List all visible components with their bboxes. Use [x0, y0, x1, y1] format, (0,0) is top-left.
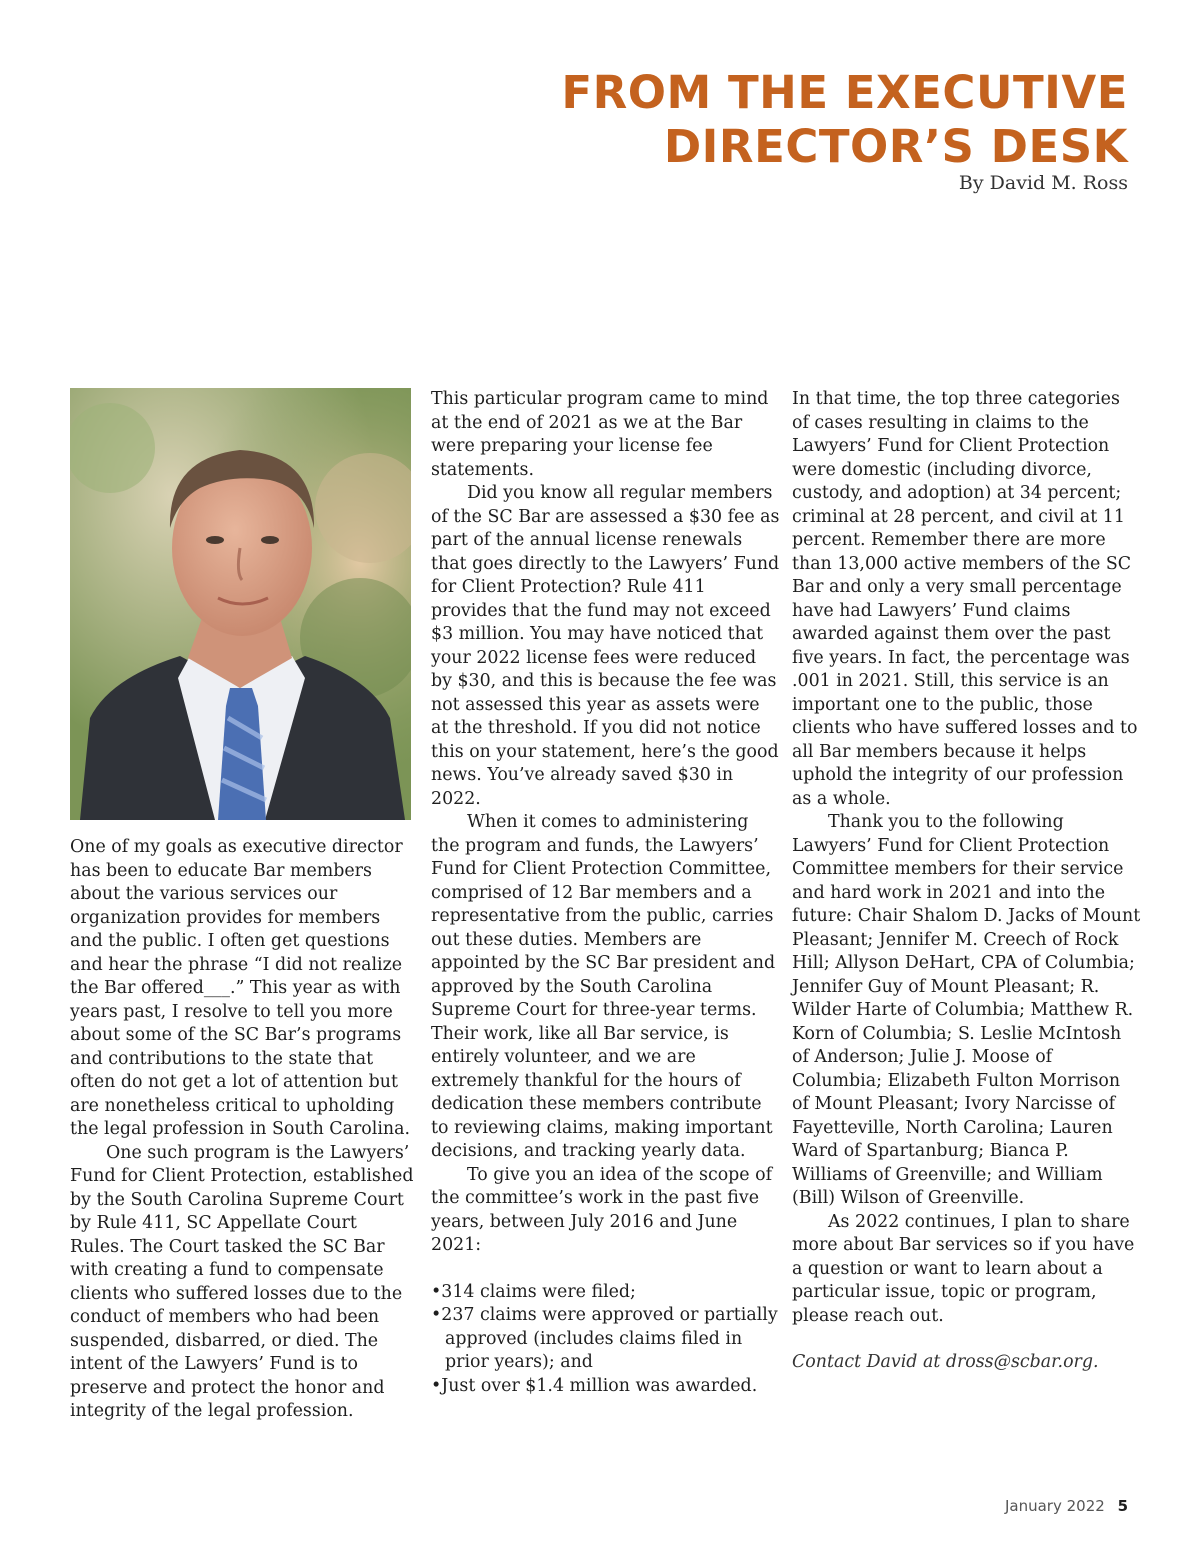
issue-date: January 2022	[1004, 1497, 1105, 1515]
paragraph: Thank you to the following Lawyers’ Fund for Client Protection Committee members for their service and hard work in 2021 and into the future: Chair Shalom D. Jacks of Mount Pleasant; Jennifer M. Creech of Rock Hill; Allyson DeHart, CPA of Columbia; Jennifer Guy of Mount Pleasant; R. Wilder Harte of Columbia; Matthew R. Korn of Columbia; S. Leslie McIntosh of Anderson; Julie J. Moose of Columbia; Elizabeth Fulton Morrison of Mount Pleasant; Ivory Narcisse of Fayetteville, North Carolina; Lauren Ward of Spartanburg; Bianca P. Williams of Greenville; and William (Bill) Wilson of Greenville.	[792, 812, 1141, 1208]
statistics-list	[431, 1281, 781, 1399]
page-footer	[1005, 1497, 1128, 1515]
list-item: • 314 claims were filed;	[431, 1281, 781, 1305]
paragraph: As 2022 continues, I plan to share more about Bar services so if you have a question or want to learn about a particular issue, topic or program, please reach out.	[792, 1211, 1135, 1326]
paragraph: When it comes to administering the program and funds, the Lawyers’ Fund for Client Protection Committee, comprised of 12 Bar members and a representative from the public, carries out these duties. Members are appointed by the SC Bar president and approved by the South Carolina Supreme Court for three-year terms. Their work, like all Bar service, is entirely volunteer, and we are extremely thankful for the hours of dedication these members contribute to reviewing claims, making important decisions, and tracking yearly data.	[431, 812, 776, 1161]
list-item: • 237 claims were approved or partially approved (includes claims filed in prior years); and	[431, 1304, 781, 1375]
column-1	[70, 836, 415, 1424]
page-number: 5	[1117, 1497, 1128, 1515]
paragraph: To give you an idea of the scope of the committee’s work in the past five years, between July 2016 and June 2021:	[431, 1164, 773, 1255]
column-2	[431, 388, 781, 1398]
title-line-2: DIRECTOR’S DESK	[663, 120, 1128, 173]
paragraph: This particular program came to mind at the end of 2021 as we at the Bar were preparing your license fee statements.	[431, 389, 769, 480]
paragraph: One of my goals as executive director has been to educate Bar members about the various services our organization provides for members and the public. I often get questions and hear the phrase “I did not realize the Bar offered___.” This year as with years past, I resolve to tell you more about some of the SC Bar’s programs and contributions to the state that often do not get a lot of attention but are nonetheless critical to upholding the legal profession in South Carolina.	[70, 837, 410, 1139]
list-item: • Just over $1.4 million was awarded.	[431, 1375, 781, 1399]
contact-line: Contact David at dross@scbar.org.	[792, 1352, 1099, 1372]
byline: By David M. Ross	[958, 172, 1128, 194]
paragraph: In that time, the top three categories of cases resulting in claims to the Lawyers’ Fund for Client Protection were domestic (including divorce, custody, and adoption) at 34 percent; criminal at 28 percent, and civil at 11 percent. Remember there are more than 13,000 active members of the SC Bar and only a very small percentage have had Lawyers’ Fund claims awarded against them over the past five years. In fact, the percentage was .001 in 2021. Still, this service is an important one to the public, those clients who have suffered losses and to all Bar members because it helps uphold the integrity of our profession as a whole.	[792, 389, 1138, 809]
author-portrait-photo	[70, 388, 411, 820]
paragraph: Did you know all regular members of the SC Bar are assessed a $30 fee as part of the annual license renewals that goes directly to the Lawyers’ Fund for Client Protection? Rule 411 provides that the fund may not exceed $3 million. You may have noticed that your 2022 license fees were reduced by $30, and this is because the fee was not assessed this year as assets were at the threshold. If you did not notice this on your statement, here’s the good news. You’ve already saved $30 in 2022.	[431, 483, 780, 809]
column-3	[792, 388, 1142, 1375]
article-title	[561, 66, 1128, 174]
title-line-1: FROM THE EXECUTIVE	[561, 66, 1128, 119]
paragraph: One such program is the Lawyers’ Fund for Client Protection, established by the South Carolina Supreme Court by Rule 411, SC Appellate Court Rules. The Court tasked the SC Bar with creating a fund to compensate clients who suffered losses due to the conduct of members who had been suspended, disbarred, or died. The intent of the Lawyers’ Fund is to preserve and protect the honor and integrity of the legal profession.	[70, 1142, 414, 1421]
